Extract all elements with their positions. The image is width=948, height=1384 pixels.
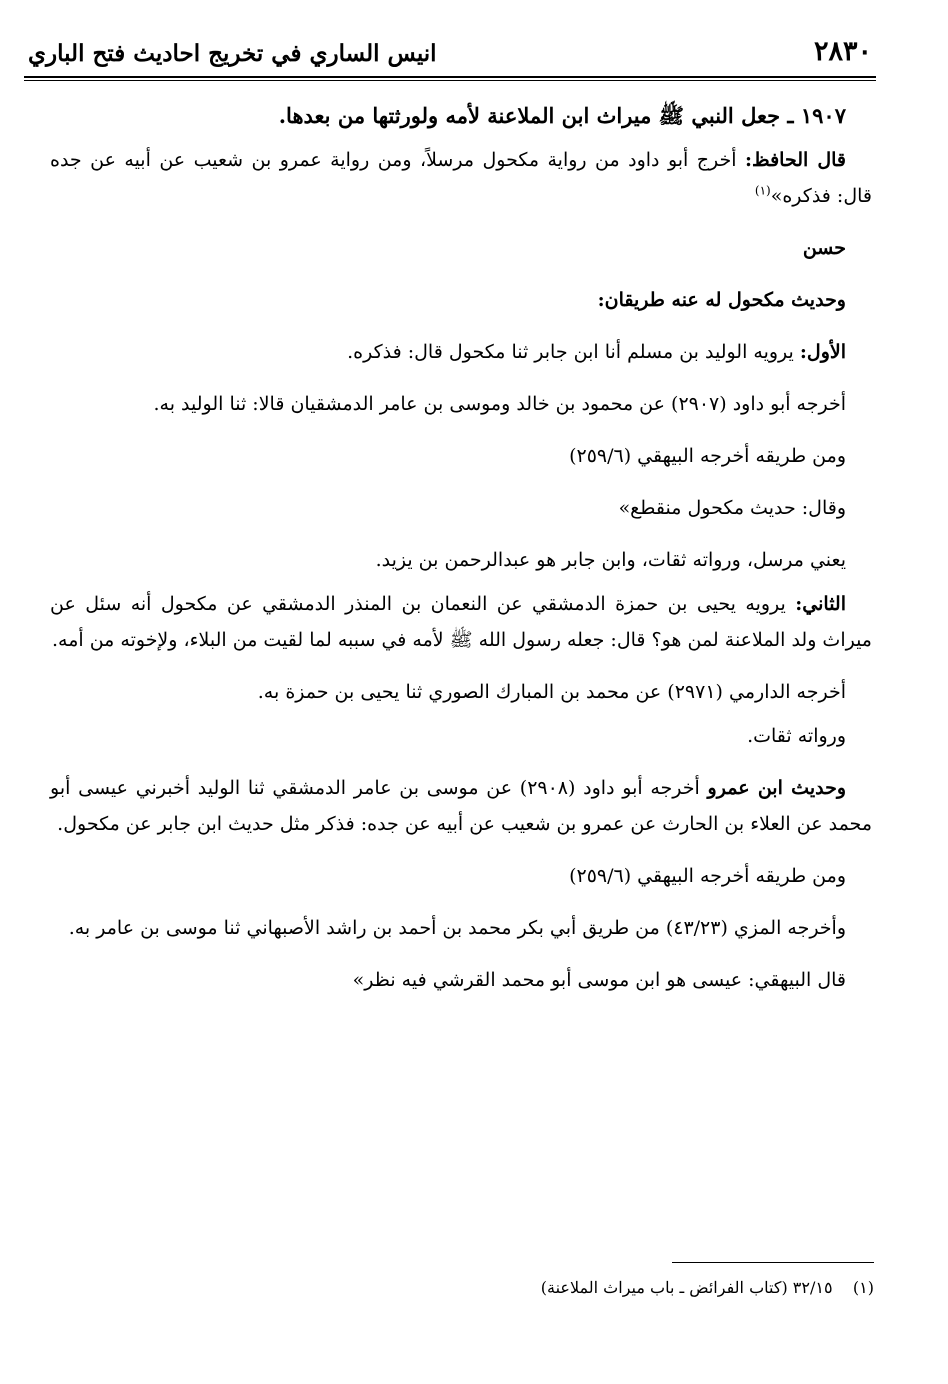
footnote <box>94 1274 874 1302</box>
hafiz-text: أخرج أبو داود من رواية مكحول مرسلاً، ومن رواية عمرو بن شعيب عن أبيه عن جده قال: فذكره» <box>50 149 872 207</box>
first-label: الأول: <box>799 341 846 363</box>
mursal-note: يعني مرسل، ورواته ثقات، وابن جابر هو عبدالرحمن بن يزيد. <box>375 549 846 571</box>
mizzi: وأخرجه المزي (٤٣/٢٣) من طريق أبي بكر محمد بن أحمد بن راشد الأصبهاني ثنا موسى بن عامر به. <box>68 917 846 939</box>
bayhaqi-1: ومن طريقه أخرجه البيهقي (٢٥٩/٦) <box>569 445 846 467</box>
second-label: الثاني: <box>795 593 846 615</box>
makhul-intro: وحديث مكحول له عنه طريقان: <box>597 289 846 311</box>
footnote-rule <box>672 1262 874 1263</box>
second-text: يرويه يحيى بن حمزة الدمشقي عن النعمان بن المنذر الدمشقي عن مكحول أنه سئل عن ميراث ولد الملاعنة لمن هو؟ قال: جعله رسول الله ﷺ لأمه في سببه لما لقيت من البلاء، ولإخوته من أمه. <box>50 593 872 651</box>
ibn-amr-label: وحديث ابن عمرو <box>707 777 846 799</box>
footnote-number: (١) <box>852 1278 874 1297</box>
hadith-heading: ١٩٠٧ ـ جعل النبي ﷺ ميراث ابن الملاعنة لأمه ولورثتها من بعدها. <box>278 103 846 128</box>
footnote-text: ٣٢/١٥ (كتاب الفرائض ـ باب ميراث الملاعنة) <box>540 1278 833 1297</box>
ibn-amr-paragraph <box>50 770 872 842</box>
footnote-marker: (١) <box>754 183 771 198</box>
header-rule <box>24 76 876 81</box>
second-route <box>50 586 872 658</box>
darimi: أخرجه الدارمي (٢٩٧١) عن محمد بن المبارك الصوري ثنا يحيى بن حمزة به. <box>257 681 846 703</box>
bayhaqi-says: قال البيهقي: عيسى هو ابن موسى أبو محمد القرشي فيه نظر» <box>352 969 846 991</box>
grade: حسن <box>802 237 846 259</box>
running-header <box>24 36 876 70</box>
ibn-amr-text: أخرجه أبو داود (٢٩٠٨) عن موسى بن عامر الدمشقي ثنا الوليد أخبرني عيسى أبو محمد عن العلاء بن الحارث عن عمرو بن شعيب عن أبيه عن جده: فذكر مثل حديث ابن جابر عن مكحول. <box>50 777 872 835</box>
main-text <box>50 98 872 998</box>
page-number: ٢٨٣٠ <box>813 36 872 67</box>
hafiz-label: قال الحافظ: <box>745 149 847 171</box>
first-route <box>50 334 872 370</box>
hafiz-paragraph <box>50 142 872 214</box>
thiqat: ورواته ثقات. <box>747 725 846 747</box>
first-text: يرويه الوليد بن مسلم أنا ابن جابر ثنا مكحول قال: فذكره. <box>347 341 794 363</box>
book-title: انيس الساري في تخريج احاديث فتح الباري <box>28 40 437 67</box>
bayhaqi-2: ومن طريقه أخرجه البيهقي (٢٥٩/٦) <box>569 865 846 887</box>
abu-dawud-1: أخرجه أبو داود (٢٩٠٧) عن محمود بن خالد وموسى بن عامر الدمشقيان قالا: ثنا الوليد به. <box>153 393 846 415</box>
bayhaqi-quote: وقال: حديث مكحول منقطع» <box>618 497 846 519</box>
